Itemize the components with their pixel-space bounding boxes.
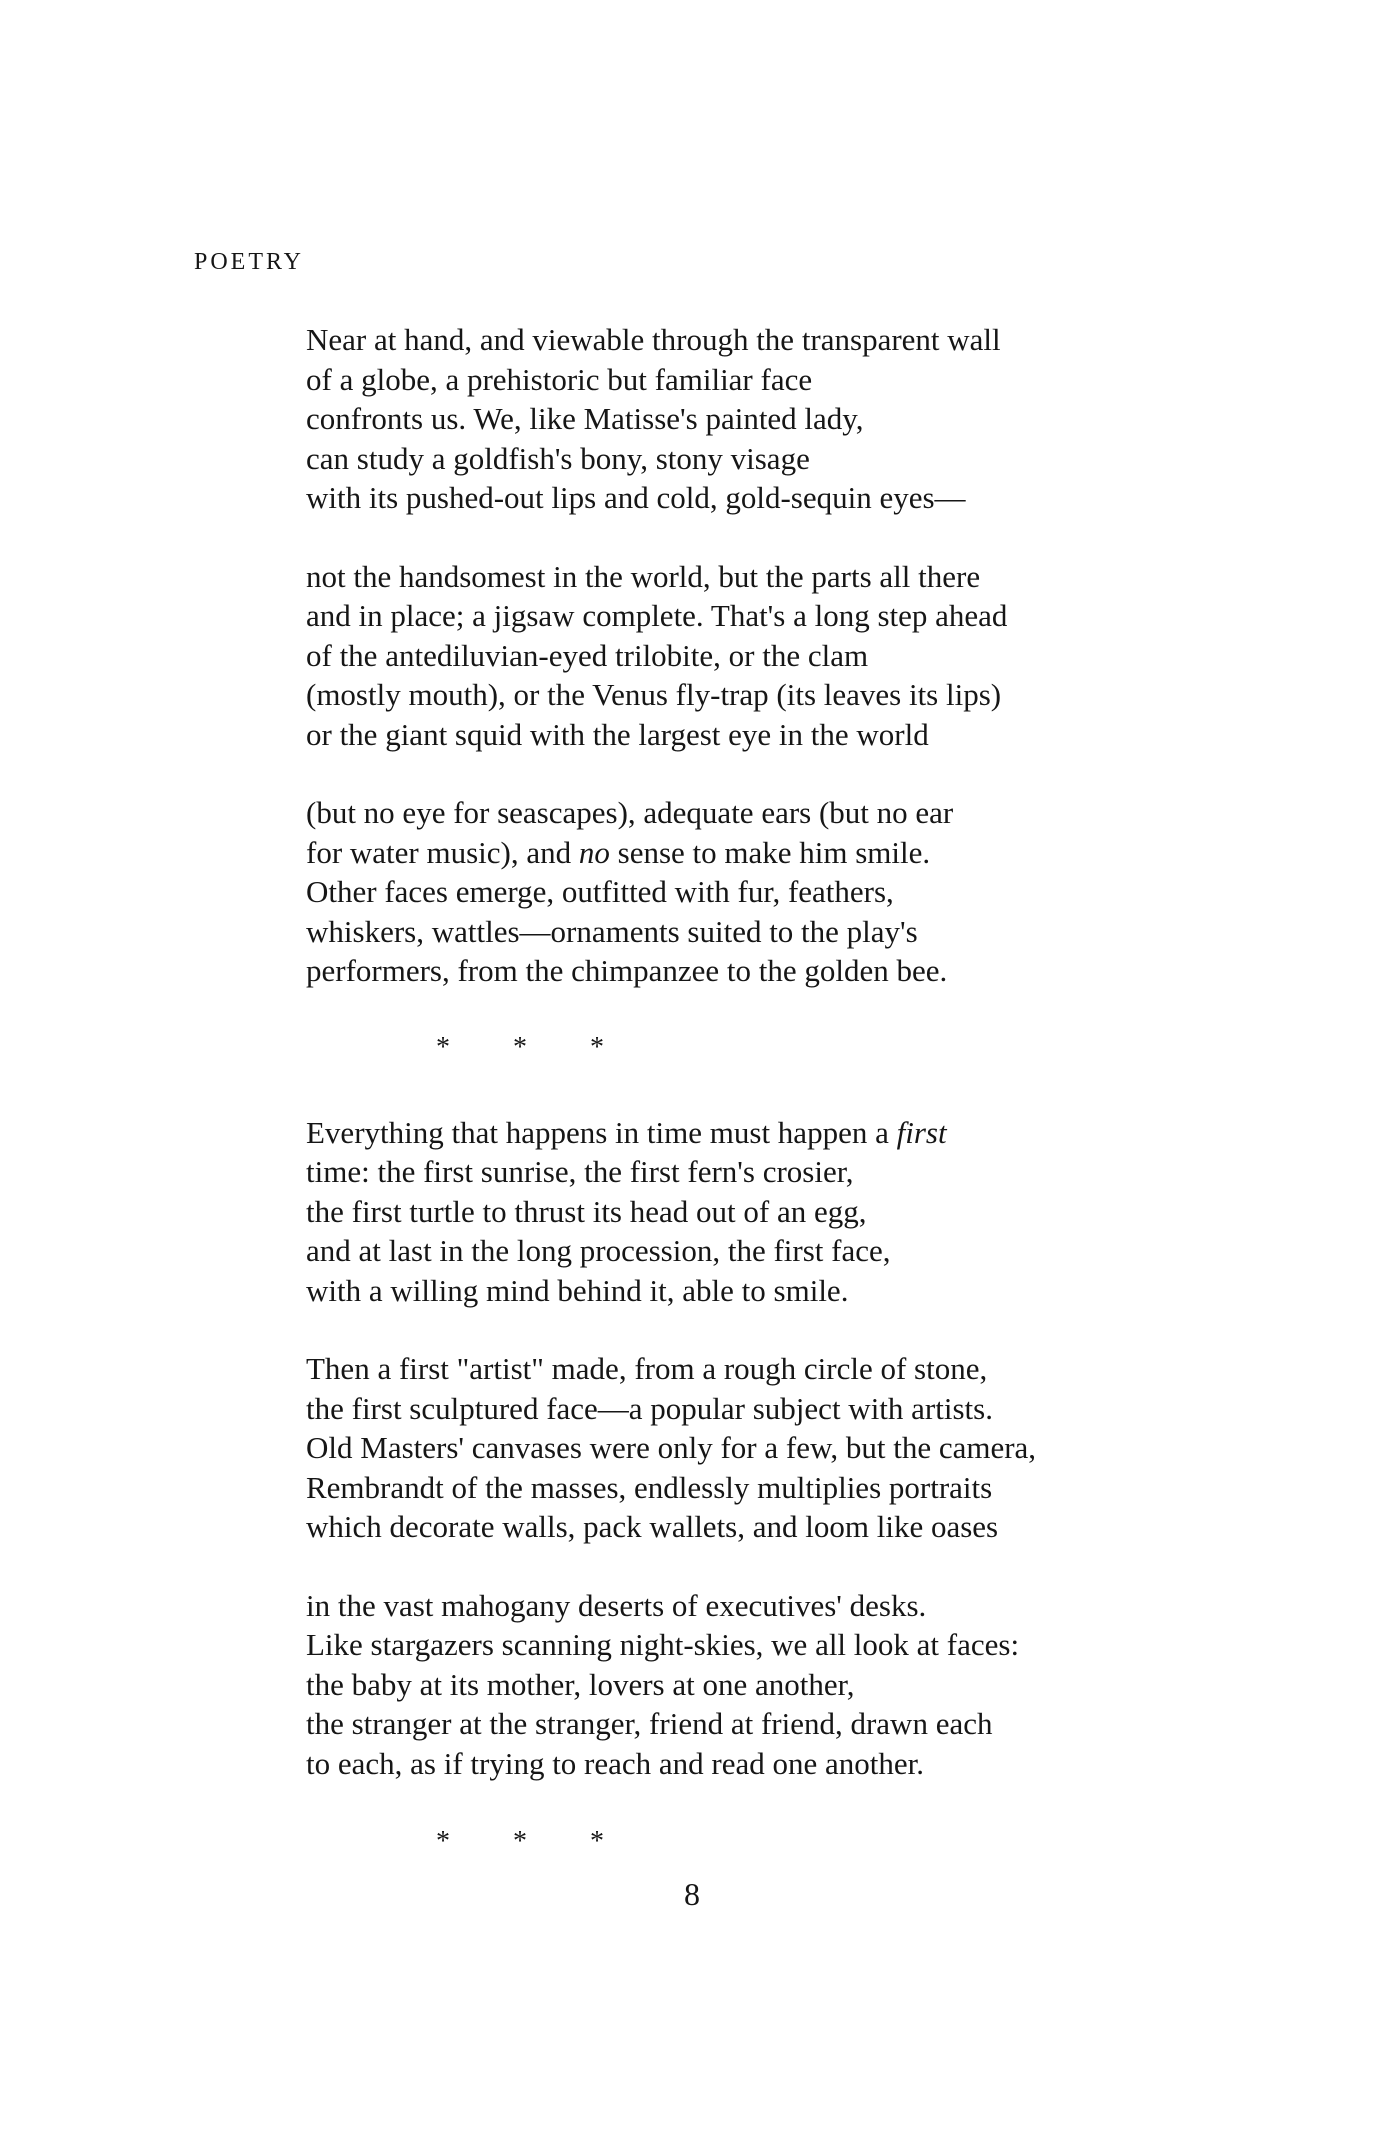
poem-line: not the handsomest in the world, but the parts all there: [306, 558, 981, 594]
poem-line: and in place; a jigsaw complete. That's a long step ahead: [306, 598, 1008, 633]
poem-line: Near at hand, and viewable through the transparent wall: [306, 322, 1001, 357]
poem-line: in the vast mahogany deserts of executives' desks.: [306, 1587, 927, 1623]
poem-line: with its pushed-out lips and cold, gold-sequin eyes—: [306, 480, 966, 515]
stanza-6: [306, 1586, 1106, 1784]
running-head: POETRY: [194, 249, 305, 275]
emphasis-text: no: [578, 834, 610, 870]
page-number-text: 8: [684, 1876, 700, 1912]
poem-line: time: the first sunrise, the first fern's crosier,: [306, 1154, 854, 1189]
section-break: * * *: [436, 1031, 632, 1063]
poem-line-text: for water music), and: [306, 834, 579, 870]
poem-line: Rembrandt of the masses, endlessly multiplies portraits: [306, 1469, 993, 1505]
poem-line: Like stargazers scanning night-skies, we all look at faces:: [306, 1627, 1020, 1662]
poem-line: of the antediluvian-eyed trilobite, or the clam: [306, 637, 869, 673]
poem-line-text: sense to make him smile.: [609, 834, 931, 870]
stanza-4: [306, 1113, 1106, 1311]
poem-line: can study a goldfish's bony, stony visage: [306, 440, 810, 476]
stanza-1: [306, 320, 1106, 518]
poem-line: the stranger at the stranger, friend at friend, drawn each: [306, 1706, 993, 1741]
poem-line: the first sculptured face—a popular subject with artists.: [306, 1390, 993, 1426]
poem-line: which decorate walls, pack wallets, and loom like oases: [306, 1509, 999, 1544]
poem-line: Then a first "artist" made, from a rough circle of stone,: [306, 1351, 988, 1386]
poem-line: the baby at its mother, lovers at one another,: [306, 1666, 855, 1702]
poem-line: performers, from the chimpanzee to the golden bee.: [306, 953, 948, 988]
poem-line: to each, as if trying to reach and read one another.: [306, 1745, 925, 1781]
poem-line: (mostly mouth), or the Venus fly-trap (its leaves its lips): [306, 677, 1002, 712]
poem-body: [306, 320, 1106, 1907]
poem-line: Other faces emerge, outfitted with fur, feathers,: [306, 874, 894, 909]
poem-line: (but no eye for seascapes), adequate ears (but no ear: [306, 795, 954, 830]
page-number: [0, 1876, 1400, 1913]
poem-line: Old Masters' canvases were only for a few, but the camera,: [306, 1430, 1037, 1465]
poem-line: [306, 833, 1106, 873]
poem-line: confronts us. We, like Matisse's painted lady,: [306, 401, 864, 436]
stanza-2: [306, 557, 1106, 755]
poem-line: whiskers, wattles—ornaments suited to the play's: [306, 913, 918, 949]
poem-line: with a willing mind behind it, able to smile.: [306, 1272, 849, 1308]
poem-line: [306, 1113, 1106, 1153]
stanza-3: [306, 793, 1106, 991]
poem-line: of a globe, a prehistoric but familiar face: [306, 361, 813, 397]
poem-line: and at last in the long procession, the first face,: [306, 1233, 891, 1268]
section-break: * * *: [436, 1826, 632, 1857]
poem-line: or the giant squid with the largest eye in the world: [306, 716, 929, 752]
stanza-5: [306, 1349, 1106, 1547]
emphasis-text: first: [896, 1114, 947, 1150]
poem-line-text: Everything that happens in time must happen a: [306, 1114, 897, 1150]
poem-line: the first turtle to thrust its head out of an egg,: [306, 1193, 867, 1229]
